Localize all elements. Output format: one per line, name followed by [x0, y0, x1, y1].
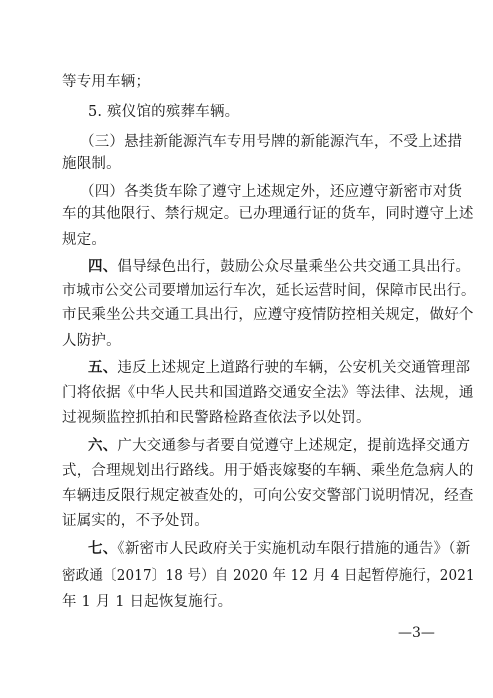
- section-number: 七、: [88, 540, 118, 557]
- line-text: 倡导绿色出行，鼓励公众尽量乘坐公共交通工具出行。: [117, 259, 471, 275]
- line-text: 违反上述规定上道路行驶的车辆，公安机关交通管理部: [117, 360, 471, 376]
- line-text: 施限制。: [62, 156, 121, 172]
- text-line-9: [62, 282, 475, 300]
- text-line-4: [62, 155, 121, 173]
- line-text: 广大交通参与者要自觉遵守上述规定，提前选择交通方: [117, 438, 471, 454]
- text-line-21: [62, 593, 232, 611]
- text-line-14: [62, 409, 371, 427]
- text-line-7: [62, 231, 106, 249]
- text-line-10: [62, 306, 474, 324]
- line-text: 等专用车辆；: [62, 74, 151, 90]
- section-number: 四、: [88, 258, 118, 275]
- text-line-3: [80, 133, 462, 151]
- line-text: 过视频监控抓拍和民警路检路查依法予以处罚。: [62, 410, 371, 426]
- line-text: 市民乘坐公共交通工具出行，应遵守疫情防控相关规定，做好个: [62, 307, 474, 323]
- line-text: 规定。: [62, 232, 107, 248]
- section-number: 五、: [88, 359, 118, 376]
- section-seven-heading-line: [88, 540, 470, 558]
- line-text: 5. 殡仪馆的殡葬车辆。: [88, 104, 240, 120]
- text-line-2: [88, 103, 239, 121]
- section-four-heading-line: [88, 258, 470, 276]
- line-text: 门将依据《中华人民共和国道路交通安全法》等法律、法规，通: [62, 385, 474, 401]
- text-line-6: [62, 205, 474, 223]
- text-line-18: [62, 512, 209, 530]
- line-text: （四）各类货车除了遵守上述规定外，还应遵守新密市对货: [80, 184, 463, 200]
- text-line-17: [62, 487, 474, 505]
- text-line-5: [80, 183, 462, 201]
- text-line-1: [62, 73, 150, 91]
- text-line-11: [62, 332, 121, 350]
- section-number: 六、: [88, 437, 118, 454]
- text-line-16: [62, 462, 474, 480]
- text-line-13: [62, 384, 474, 402]
- line-text: 车的其他限行、禁行规定。已办理通行证的货车，同时遵守上述: [62, 206, 474, 222]
- text-line-20: [62, 567, 475, 585]
- line-text: 证属实的，不予处罚。: [62, 513, 209, 529]
- line-text: 《新密市人民政府关于实施机动车限行措施的通告》（新: [117, 541, 471, 557]
- page-number: —3—: [398, 625, 435, 641]
- line-text: （三）悬挂新能源汽车专用号牌的新能源汽车，不受上述措: [80, 134, 463, 150]
- line-text: 市城市公交公司要增加运行车次，延长运营时间，保障市民出行。: [62, 283, 476, 299]
- line-text: 车辆违反限行规定被查处的，可向公安交警部门说明情况，经查: [62, 488, 474, 504]
- line-text: 密政通〔2017〕18 号）自 2020 年 12 月 4 日起暂停施行，2021: [62, 568, 475, 584]
- line-text: 式，合理规划出行路线。用于婚丧嫁娶的车辆、乘坐危急病人的: [62, 463, 474, 479]
- section-five-heading-line: [88, 359, 470, 377]
- line-text: 年 1 月 1 日起恢复施行。: [62, 594, 233, 610]
- line-text: 人防护。: [62, 333, 121, 349]
- section-six-heading-line: [88, 437, 470, 455]
